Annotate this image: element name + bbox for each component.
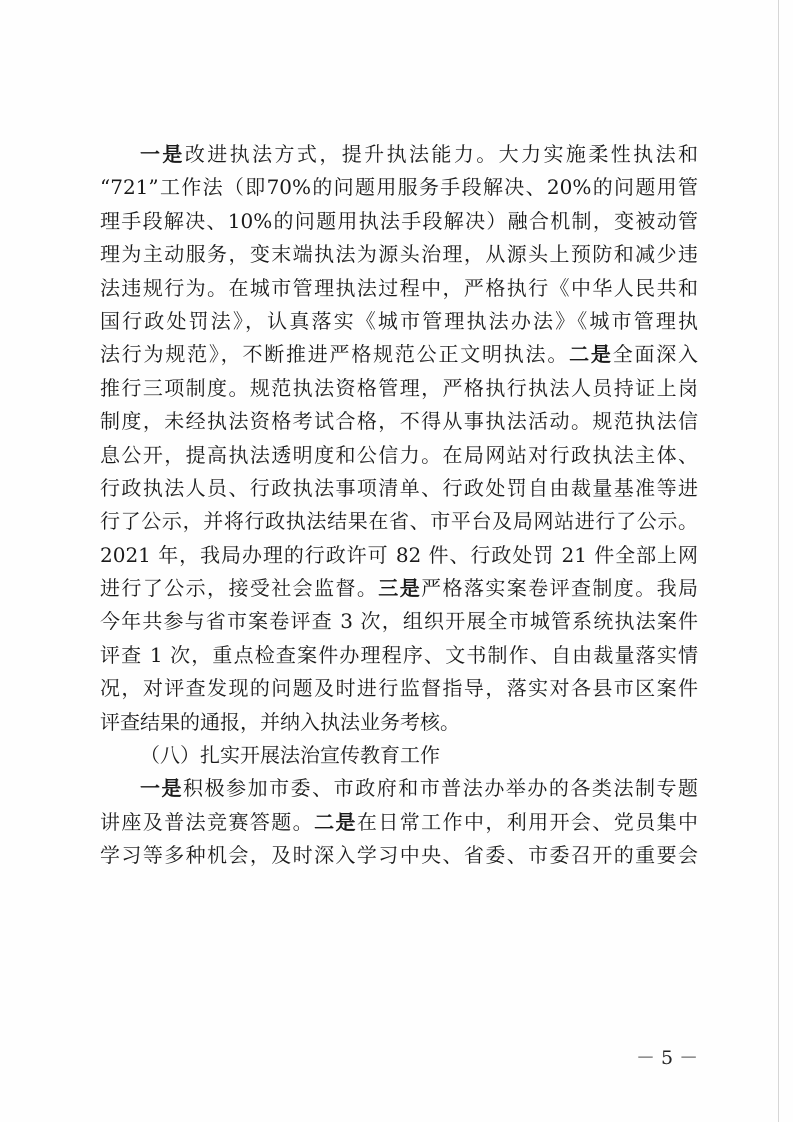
lead-marker: 二是: [314, 809, 357, 834]
page-number: － 5 －: [636, 1047, 699, 1069]
lead-marker: 三是: [378, 576, 422, 601]
paragraph-education: [100, 772, 698, 872]
text-line: [100, 338, 698, 371]
text-line: 行政执法人员、行政执法事项清单、行政处罚自由裁量基准等进: [100, 475, 698, 500]
line-text: 严格落实案卷评查制度。我局: [421, 576, 698, 601]
text-line: 今年共参与省市案卷评查 3 次，组织开展全市城管系统执法案件: [100, 609, 698, 634]
text-line: 评查结果的通报，并纳入执法业务考核。: [100, 709, 460, 734]
lead-marker: 一是: [140, 776, 184, 801]
text-line: 评查 1 次，重点检查案件办理程序、文书制作、自由裁量落实情: [100, 642, 698, 667]
text-line: 行了公示，并将行政执法结果在省、市平台及局网站进行了公示。: [100, 509, 698, 534]
line-text: 在日常工作中，利用开会、党员集中: [356, 809, 698, 834]
line-text: 全面深入: [612, 342, 698, 367]
paragraph-enforcement: [100, 138, 698, 739]
text-line: 2021 年，我局办理的行政许可 82 件、行政处罚 21 件全部上网: [100, 542, 698, 567]
text-line: 法违规行为。在城市管理执法过程中，严格执行《中华人民共和: [100, 275, 698, 300]
text-line: 学习等多种机会，及时深入学习中央、省委、市委召开的重要会: [100, 843, 698, 868]
text-line: [100, 138, 698, 171]
text-line: 况，对评查发现的问题及时进行监督指导，落实对各县市区案件: [100, 676, 698, 701]
line-text: 进行了公示，接受社会监督。: [100, 576, 379, 601]
text-line: 理为主动服务，变末端执法为源头治理，从源头上预防和减少违: [100, 242, 698, 267]
text-line: 息公开，提高执法透明度和公信力。在局网站对行政执法主体、: [100, 442, 698, 467]
text-line: 理手段解决、10%的问题用执法手段解决）融合机制，变被动管: [100, 208, 698, 233]
text-line: [100, 772, 698, 805]
text-line: “721”工作法（即70%的问题用服务手段解决、20%的问题用管: [100, 175, 698, 200]
section-heading: （八）扎实开展法治宣传教育工作: [140, 743, 440, 768]
line-text: 改进执法方式，提升执法能力。大力实施柔性执法和: [184, 142, 698, 166]
document-body: [100, 138, 698, 873]
line-text: 法行为规范》，不断推进严格规范公正文明执法。: [100, 342, 570, 367]
lead-marker: 一是: [140, 142, 185, 166]
text-line: 国行政处罚法》，认真落实《城市管理执法办法》《城市管理执: [100, 308, 698, 333]
text-line: 推行三项制度。规范执法资格管理，严格执行执法人员持证上岗: [100, 375, 698, 400]
line-text: 讲座及普法竞赛答题。: [100, 809, 315, 834]
line-text: 积极参加市委、市政府和市普法办举办的各类法制专题: [183, 776, 698, 801]
text-line: [100, 572, 698, 605]
lead-marker: 二是: [569, 342, 613, 367]
text-line: [100, 806, 698, 839]
text-line: 制度，未经执法资格考试合格，不得从事执法活动。规范执法信: [100, 409, 698, 434]
scan-edge: [778, 0, 779, 1122]
